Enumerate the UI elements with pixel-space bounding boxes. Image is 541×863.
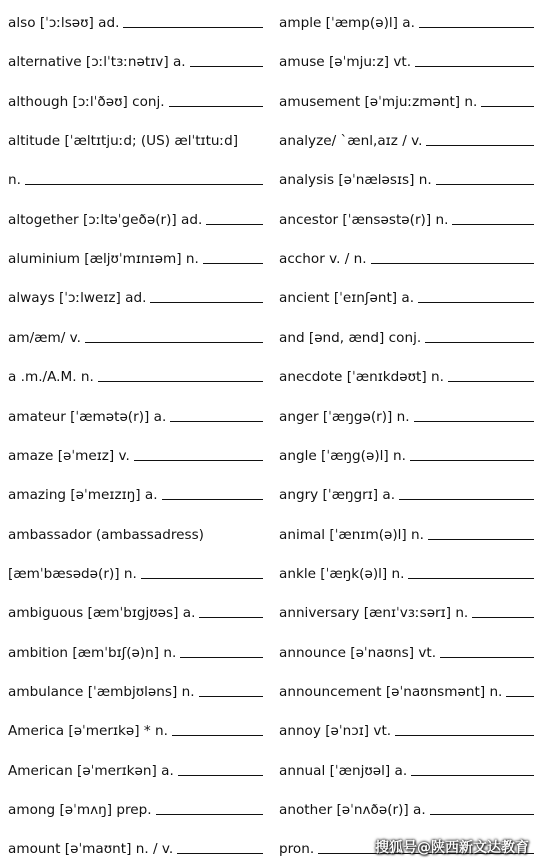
answer-blank-line	[134, 460, 263, 461]
answer-blank-line	[430, 814, 534, 815]
vocab-entry-text: am/æm/ v.	[8, 329, 81, 346]
vocab-entry-row	[279, 403, 534, 425]
answer-blank-line	[162, 499, 263, 500]
vocab-entry-row	[8, 245, 263, 267]
answer-blank-line	[418, 302, 534, 303]
vocab-entry-text: analyze/ `ænl,aɪz / v.	[279, 133, 423, 150]
answer-blank-line	[395, 735, 534, 736]
vocab-entry-text: annual [ˈænjʊəl] a.	[279, 762, 408, 779]
vocab-entry-text: also [ˈɔːlsəʊ] ad.	[8, 15, 120, 31]
answer-blank-line	[169, 106, 263, 107]
vocab-entry-text: ambassador (ambassadress)	[8, 526, 204, 543]
vocab-entry-row	[279, 9, 534, 31]
answer-blank-line	[411, 775, 534, 776]
vocab-entry-text: ample [ˈæmp(ə)l] a.	[279, 15, 415, 31]
vocab-entry-row	[8, 796, 263, 818]
answer-blank-line	[481, 106, 534, 107]
vocab-entry-row	[8, 127, 263, 149]
answer-blank-line	[425, 342, 534, 343]
vocab-entry-text: amaze [əˈmeɪz] v.	[8, 447, 130, 464]
vocab-entry-text: ambiguous [æmˈbɪgjʊəs] a.	[8, 605, 196, 622]
vocab-entry-text: ankle [ˈæŋk(ə)l] n.	[279, 565, 405, 582]
vocab-entry-text: and [ənd, ænd] conj.	[279, 329, 422, 346]
vocab-entry-text: amusement [əˈmjuːzmənt] n.	[279, 93, 478, 110]
answer-blank-line	[440, 657, 534, 658]
answer-blank-line	[190, 66, 263, 67]
vocab-entry-text: ambition [æmˈbɪʃ(ə)n] n.	[8, 644, 177, 661]
answer-blank-line	[150, 302, 263, 303]
vocab-entry-row	[8, 835, 263, 857]
vocab-entry-row	[8, 639, 263, 661]
answer-blank-line	[426, 145, 534, 146]
answer-blank-line	[141, 578, 263, 579]
answer-blank-line	[371, 263, 534, 264]
vocab-entry-row	[279, 127, 534, 149]
answer-blank-line	[419, 27, 534, 28]
vocab-entry-text: annoy [əˈnɔɪ] vt.	[279, 723, 392, 740]
vocab-entry-text: amuse [əˈmjuːz] vt.	[279, 54, 412, 71]
vocab-entry-row	[8, 481, 263, 503]
vocab-entry-row	[279, 757, 534, 779]
answer-blank-line	[172, 735, 263, 736]
vocab-entry-row	[8, 166, 263, 188]
vocab-entry-text: ancient [ˈeɪnʃənt] a.	[279, 290, 415, 307]
vocab-entry-text: amount [əˈmaʊnt] n. / v.	[8, 841, 174, 858]
vocab-entry-text: aluminium [æljʊˈmɪnɪəm] n.	[8, 251, 199, 268]
vocab-entry-row	[8, 678, 263, 700]
answer-blank-line	[506, 696, 534, 697]
vocab-entry-row	[8, 560, 263, 582]
vocab-entry-text: angry [ˈæŋgrɪ] a.	[279, 487, 396, 504]
vocab-entry-text: American [əˈmerɪkən] a.	[8, 762, 174, 779]
vocab-entry-row	[279, 599, 534, 621]
answer-blank-line	[199, 617, 263, 618]
vocab-entry-text: angle [ˈæŋg(ə)l] n.	[279, 447, 406, 464]
answer-blank-line	[98, 381, 263, 382]
vocab-entry-text: anniversary [ænɪˈvɜːsərɪ] n.	[279, 605, 469, 622]
vocab-entry-row	[279, 166, 534, 188]
vocab-entry-row	[8, 9, 263, 31]
vocab-entry-row	[279, 560, 534, 582]
answer-blank-line	[448, 381, 534, 382]
vocab-entry-row	[279, 88, 534, 110]
answer-blank-line	[414, 421, 534, 422]
vocab-entry-text: altitude [ˈæltɪtjuːd; (US) ælˈtɪtuːd]	[8, 133, 239, 150]
vocab-entry-row	[8, 403, 263, 425]
answer-blank-line	[180, 657, 263, 658]
answer-blank-line	[415, 66, 534, 67]
vocab-entry-row	[279, 521, 534, 543]
vocab-entry-text: ambulance [ˈæmbjʊləns] n.	[8, 683, 195, 700]
vocab-entry-row	[8, 206, 263, 228]
vocab-entry-row	[8, 363, 263, 385]
vocab-entry-row	[8, 442, 263, 464]
answer-blank-line	[25, 184, 263, 185]
answer-blank-line	[410, 460, 534, 461]
answer-blank-line	[178, 775, 263, 776]
vocab-entry-text: acchor v. / n.	[279, 251, 367, 268]
vocab-entry-text: anger [ˈæŋgə(r)] n.	[279, 408, 410, 425]
vocab-entry-row	[279, 363, 534, 385]
vocab-entry-row	[8, 599, 263, 621]
answer-blank-line	[170, 421, 263, 422]
vocab-entry-row	[279, 48, 534, 70]
vocab-entry-text: although [ɔːlˈðəʊ] conj.	[8, 93, 165, 110]
vocab-entry-text: ancestor [ˈænsəstə(r)] n.	[279, 211, 449, 228]
answer-blank-line	[472, 617, 534, 618]
vocab-entry-row	[279, 678, 534, 700]
vocab-entry-row	[8, 521, 263, 543]
vocab-entry-row	[279, 796, 534, 818]
answer-blank-line	[199, 696, 263, 697]
vocab-entry-text: anecdote [ˈænɪkdəʊt] n.	[279, 369, 444, 386]
answer-blank-line	[203, 263, 263, 264]
vocab-entry-text: [æmˈbæsədə(r)] n.	[8, 565, 137, 582]
watermark-text: 搜狐号@陕西新文达教育	[375, 840, 529, 856]
answer-blank-line	[123, 27, 263, 28]
vocab-entry-text: altogether [ɔːltəˈgeðə(r)] ad.	[8, 211, 203, 228]
vocab-entry-row	[279, 284, 534, 306]
vocab-entry-text: always [ˈɔːlweɪz] ad.	[8, 290, 147, 307]
vocab-entry-row	[279, 442, 534, 464]
vocab-entry-text: analysis [əˈnæləsɪs] n.	[279, 172, 432, 189]
vocab-entry-text: n.	[8, 172, 21, 189]
vocab-entry-row	[279, 639, 534, 661]
answer-blank-line	[408, 578, 534, 579]
vocab-entry-row	[279, 324, 534, 346]
vocab-entry-text: amateur [ˈæmətə(r)] a.	[8, 408, 167, 425]
vocab-entry-text: amazing [əˈmeɪzɪŋ] a.	[8, 487, 158, 504]
vocab-entry-row	[8, 88, 263, 110]
vocab-entry-row	[8, 284, 263, 306]
vocab-entry-text: announcement [əˈnaʊnsmənt] n.	[279, 683, 503, 700]
vocab-entry-row	[279, 245, 534, 267]
vocab-entry-text: America [əˈmerɪkə] * n.	[8, 723, 168, 740]
answer-blank-line	[452, 224, 534, 225]
answer-blank-line	[177, 853, 263, 854]
vocab-entry-row	[8, 48, 263, 70]
vocab-entry-row	[279, 481, 534, 503]
vocab-entry-row	[8, 324, 263, 346]
vocab-entry-text: among [əˈmʌŋ] prep.	[8, 802, 152, 818]
answer-blank-line	[85, 342, 263, 343]
vocab-entry-text: another [əˈnʌðə(r)] a.	[279, 802, 426, 818]
answer-blank-line	[156, 814, 263, 815]
vocab-entry-text: pron.	[279, 841, 315, 858]
vocab-entry-row	[279, 717, 534, 739]
vocab-entry-text: animal [ˈænɪm(ə)l] n.	[279, 526, 424, 543]
vocab-entry-row	[8, 717, 263, 739]
answer-blank-line	[206, 224, 263, 225]
vocab-entry-row	[8, 757, 263, 779]
vocab-entry-text: a .m./A.M. n.	[8, 369, 94, 386]
answer-blank-line	[428, 539, 534, 540]
answer-blank-line	[436, 184, 534, 185]
answer-blank-line	[399, 499, 534, 500]
vocab-entry-text: alternative [ɔːlˈtɜːnətɪv] a.	[8, 54, 186, 71]
vocab-entry-row	[279, 206, 534, 228]
vocab-entry-text: announce [əˈnaʊns] vt.	[279, 644, 437, 661]
